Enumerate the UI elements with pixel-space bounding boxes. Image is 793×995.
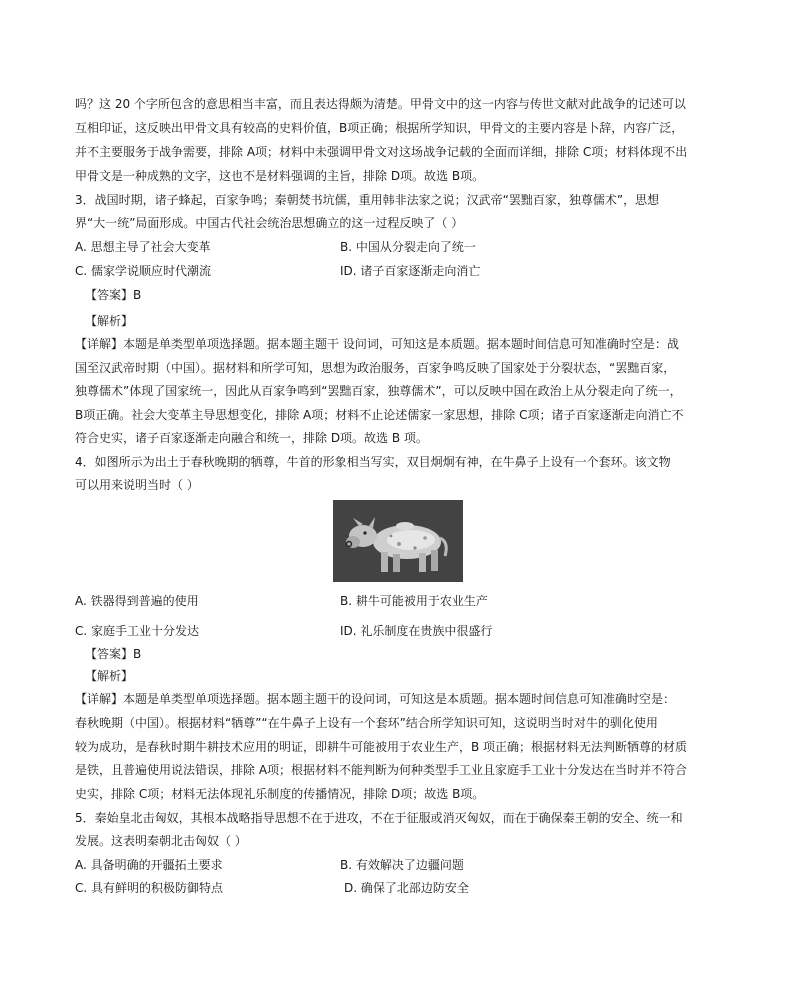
q4-detail-line: 是铁，且普遍使用说法错误，排除 A项；根据材料不能判断为何种类型手工业且家庭手工业十分发达在当时并不符合 [75, 763, 688, 777]
paragraph-line: 甲骨文是一种成熟的文字，这也不是材料强调的主旨，排除 D项。故选 B项。 [75, 169, 485, 183]
xizun-ox-vessel-image [333, 500, 463, 582]
q5-option-d: D. 确保了北部边防安全 [344, 881, 469, 895]
q4-detail-line: 春秋晚期（中国）。根据材料“牺尊”“在牛鼻子上设有一个套环”结合所学知识可知，这说明当时对牛的驯化使用 [75, 716, 658, 730]
q5-option-b: B. 有效解决了边疆问题 [340, 858, 464, 872]
q3-detail-line: 独尊儒术”体现了国家统一，因此从百家争鸣到“罢黜百家，独尊儒术”，可以反映中国在政治上从分裂走向了统一， [75, 384, 682, 398]
q4-option-a: A. 铁器得到普遍的使用 [75, 594, 199, 608]
paragraph-line: 互相印证，这反映出甲骨文具有较高的史料价值，B项正确；根据所学知识，甲骨文的主要内容是卜辞，内容广泛， [75, 121, 684, 135]
q4-detail-line: 较为成功，是春秋时期牛耕技术应用的明证，即耕牛可能被用于农业生产，B 项正确；根据材料无法判断牺尊的材质 [75, 740, 688, 754]
q3-analysis-label: 【解析】 [85, 314, 134, 328]
q3-answer: 【答案】B [85, 288, 142, 302]
q3-detail-line: B项正确。社会大变革主导思想变化，排除 A项；材料不止论述儒家一家思想，排除 C项；诸子百家逐渐走向消亡不 [75, 408, 684, 422]
q3-option-c: C. 儒家学说顺应时代潮流 [75, 264, 212, 278]
q3-option-a: A. 思想主导了社会大变革 [75, 240, 211, 254]
q3-option-b: B. 中国从分裂走向了统一 [340, 240, 476, 254]
question-3-stem: 界“大一统”局面形成。中国古代社会统治思想确立的这一过程反映了（ ） [75, 216, 464, 230]
q4-detail-line: 史实，排除 C项；材料无法体现礼乐制度的传播情况，排除 D项；故选 B项。 [75, 787, 485, 801]
q4-option-b: B. 耕牛可能被用于农业生产 [340, 594, 488, 608]
q4-detail-line: 【详解】本题是单类型单项选择题。据本题主题干的设问词，可知这是本质题。据本题时间信息可知准确时空是： [75, 692, 676, 706]
q4-analysis-label: 【解析】 [85, 669, 134, 683]
q5-option-c: C. 具有鲜明的积极防御特点 [75, 881, 224, 895]
q4-option-c: C. 家庭手工业十分发达 [75, 624, 200, 638]
question-5-stem: 发展。这表明秦朝北击匈奴（ ） [75, 834, 247, 848]
question-5-stem: 5．秦始皇北击匈奴，其根本战略指导思想不在于进攻，不在于征服或消灭匈奴，而在于确保秦王朝的安全、统一和 [75, 811, 683, 825]
paragraph-line: 吗？这 20 个字所包含的意思相当丰富，而且表达得颇为清楚。甲骨文中的这一内容与传世文献对此战争的记述可以 [75, 97, 686, 111]
q3-detail-line: 【详解】本题是单类型单项选择题。据本题主题干 设问词，可知这是本质题。据本题时间信息可知准确时空是：战 [75, 337, 679, 351]
question-3-stem: 3．战国时期，诸子蜂起，百家争鸣；秦朝焚书坑儒，重用韩非法家之说；汉武帝“罢黜百家，独尊儒术”，思想 [75, 193, 660, 207]
q3-detail-line: 国至汉武帝时期（中国）。据材料和所学可知，思想为政治服务，百家争鸣反映了国家处于分裂状态，“罢黜百家， [75, 361, 676, 375]
q5-option-a: A. 具备明确的开疆拓土要求 [75, 858, 223, 872]
q4-answer: 【答案】B [85, 647, 142, 661]
question-4-stem: 可以用来说明当时（ ） [75, 478, 199, 492]
q3-option-d: ID. 诸子百家逐渐走向消亡 [340, 264, 481, 278]
q3-detail-line: 符合史实，诸子百家逐渐走向融合和统一，排除 D项。故选 B 项。 [75, 431, 428, 445]
question-4-stem: 4．如图所示为出土于春秋晚期的牺尊，牛首的形象相当写实，双目炯炯有神，在牛鼻子上设有一个套环。该文物 [75, 455, 671, 469]
paragraph-line: 并不主要服务于战争需要，排除 A项；材料中未强调甲骨文对这场战争记载的全面而详细，排除 C项；材料体现不出 [75, 145, 688, 159]
q4-option-d: ID. 礼乐制度在贵族中很盛行 [340, 624, 493, 638]
